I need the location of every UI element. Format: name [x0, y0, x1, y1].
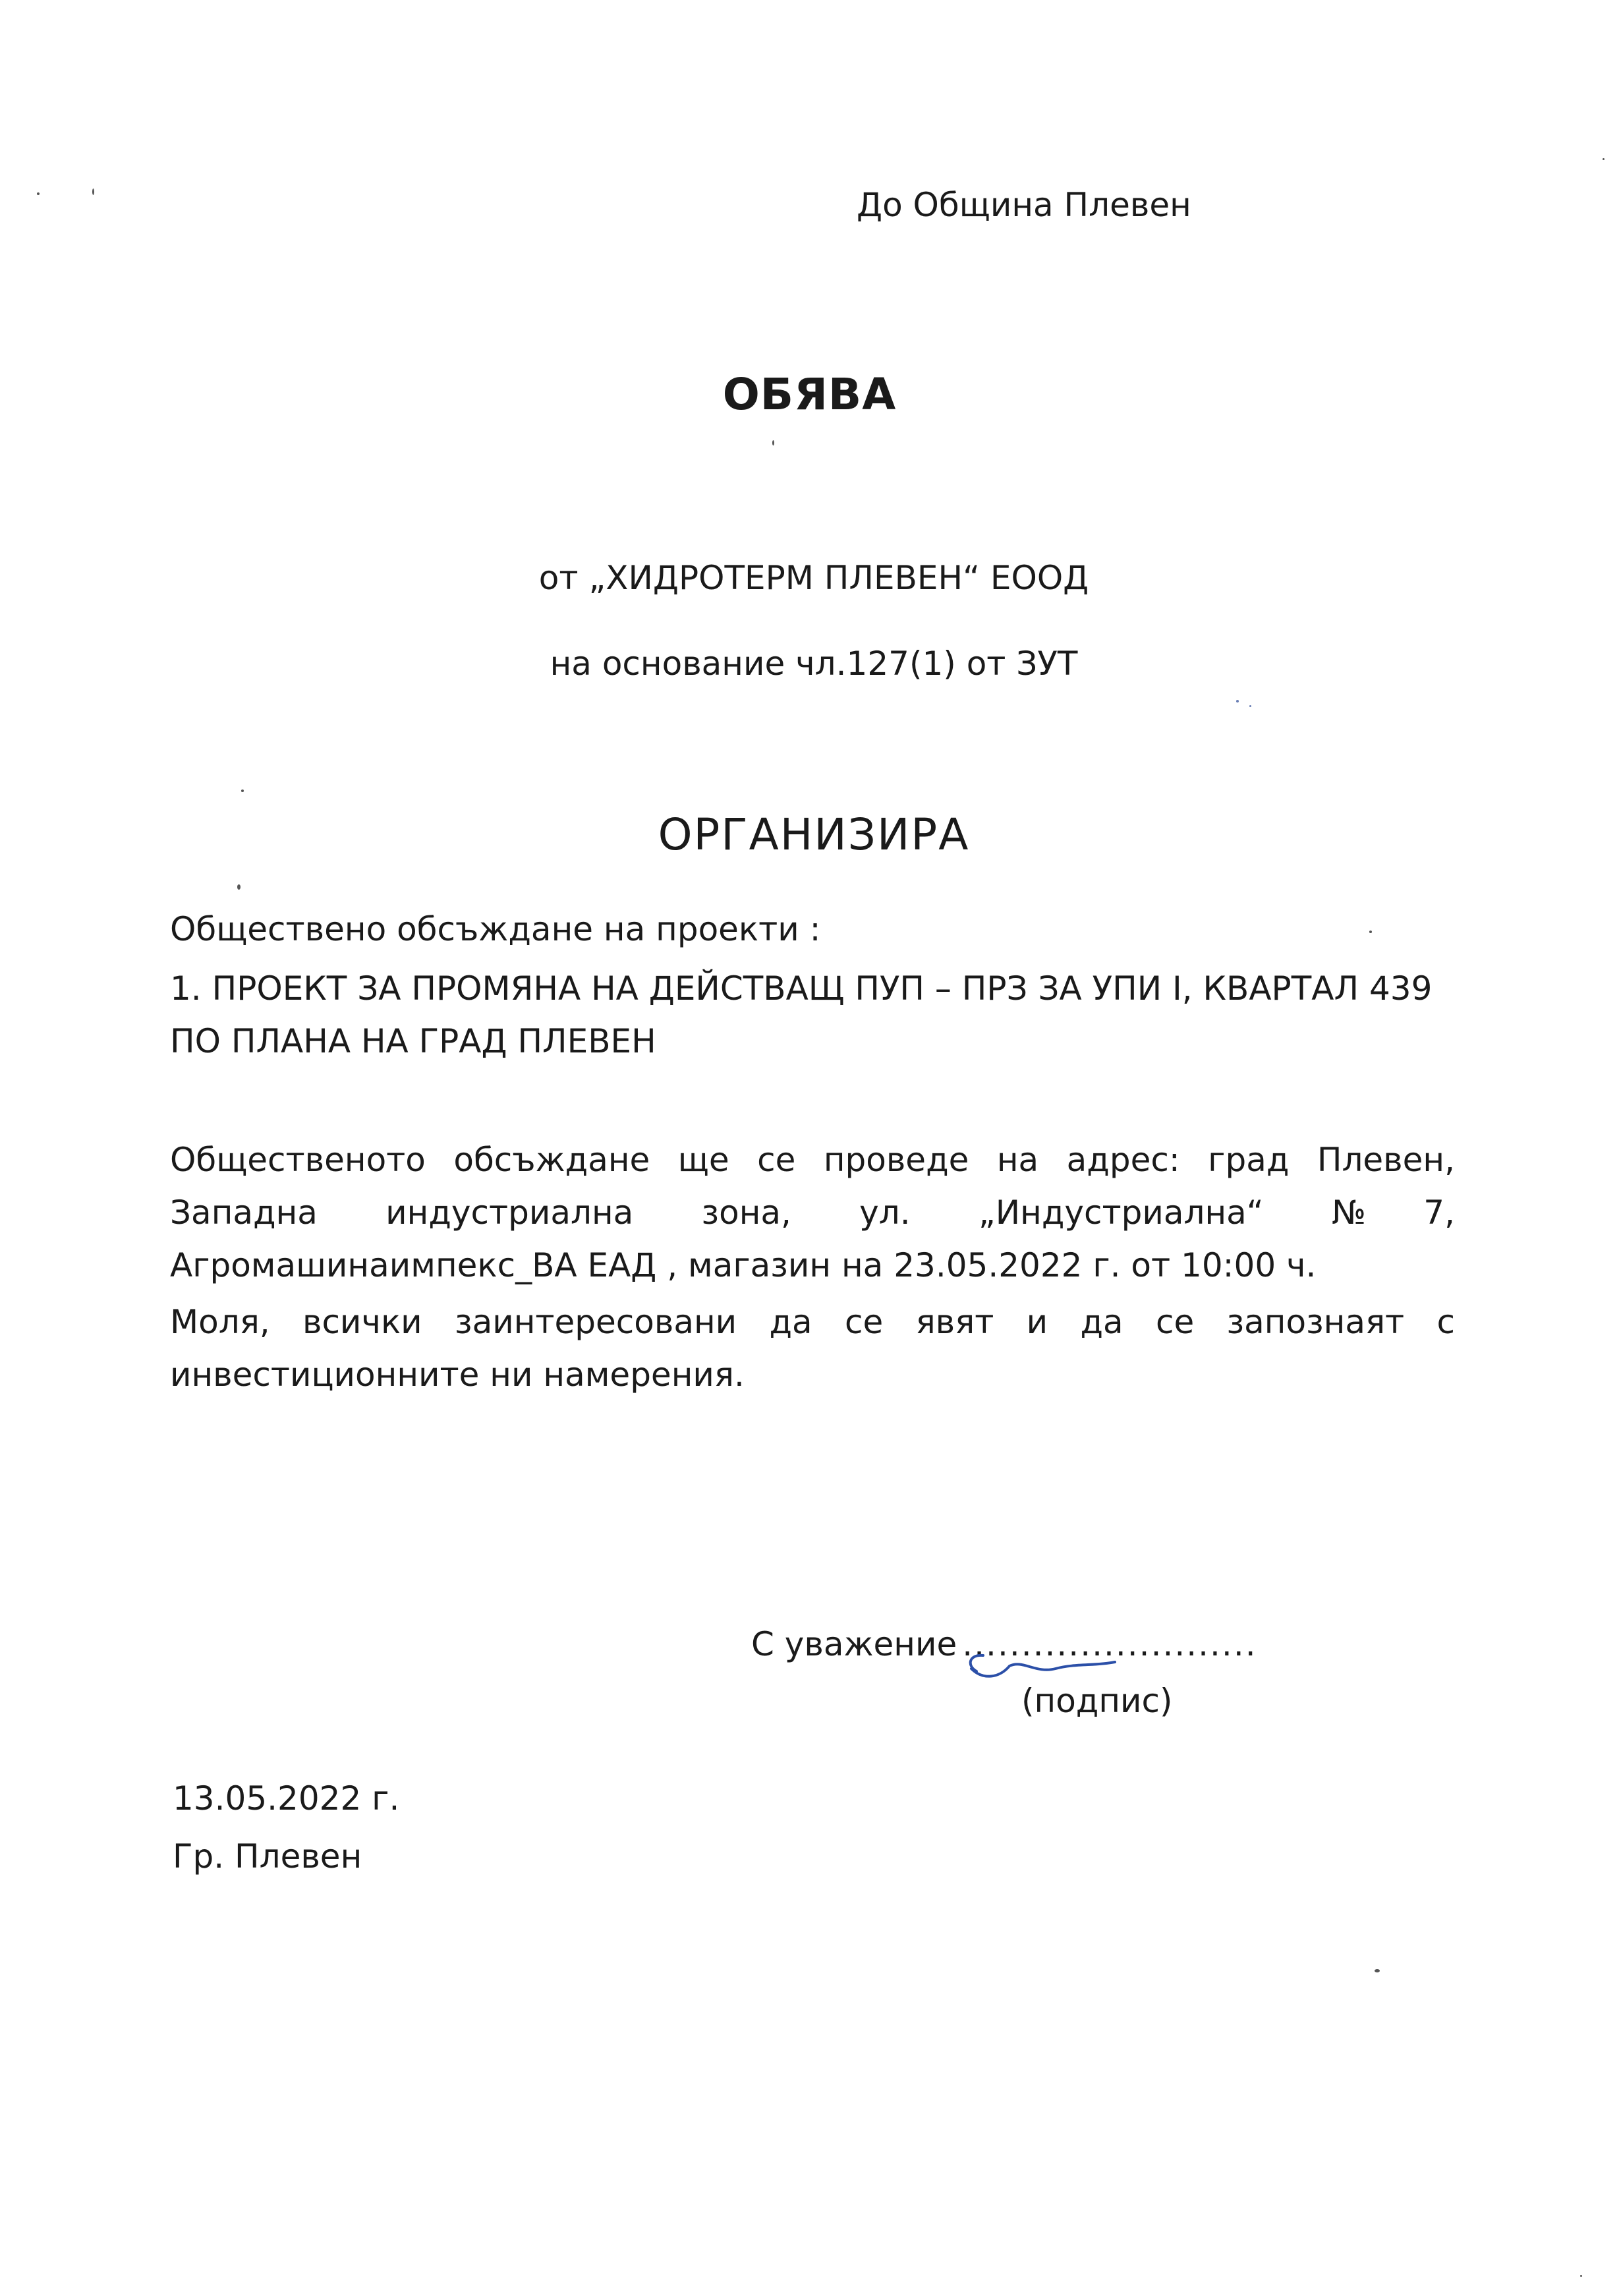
scan-speck	[1249, 705, 1251, 707]
document-title: ОБЯВА	[722, 369, 897, 420]
scan-speck	[1603, 158, 1605, 160]
closing-text: С уважение	[751, 1625, 957, 1663]
scan-speck	[1375, 1969, 1380, 1972]
request-paragraph: Моля, всички заинтересовани да се явят и да се запознаят с инвестиционните ни намерения.	[170, 1303, 1455, 1394]
scan-speck	[237, 884, 241, 890]
intro-paragraph: Обществено обсъждане на проекти :	[170, 910, 821, 948]
scan-speck	[1580, 2275, 1582, 2277]
scan-speck	[1369, 931, 1372, 933]
venue-paragraph: Общественото обсъждане ще се проведе на адрес: град Плевен, Западна индустриална зона, ул. „Индустриална“ №7, Агромашинаимпекс_ВА ЕАД , магазин на 23.05.2022 г. от 10:00 ч.	[170, 1141, 1455, 1284]
issuer-line: от „ХИДРОТЕРМ ПЛЕВЕН“ ЕООД	[538, 559, 1089, 597]
addressee: До Община Плевен	[857, 186, 1191, 224]
project-item: 1. ПРОЕКТ ЗА ПРОМЯНА НА ДЕЙСТВАЩ ПУП – ПРЗ ЗА УПИ I, КВАРТАЛ 439 ПО ПЛАНА НА ГРАД ПЛЕВЕН	[170, 969, 1433, 1060]
document-date: 13.05.2022 г.	[173, 1779, 400, 1818]
signature-dots: .........................	[962, 1625, 1257, 1663]
scan-speck	[1236, 700, 1239, 703]
document-city: Гр. Плевен	[173, 1837, 362, 1876]
scan-speck	[241, 789, 244, 792]
signature-label: (подпис)	[1021, 1682, 1173, 1720]
scan-speck	[37, 192, 40, 195]
scan-speck	[772, 440, 774, 445]
scan-speck	[92, 188, 94, 195]
legal-basis-line: на основание чл.127(1) от ЗУТ	[550, 645, 1078, 683]
organizes-heading: ОРГАНИЗИРА	[658, 809, 970, 860]
